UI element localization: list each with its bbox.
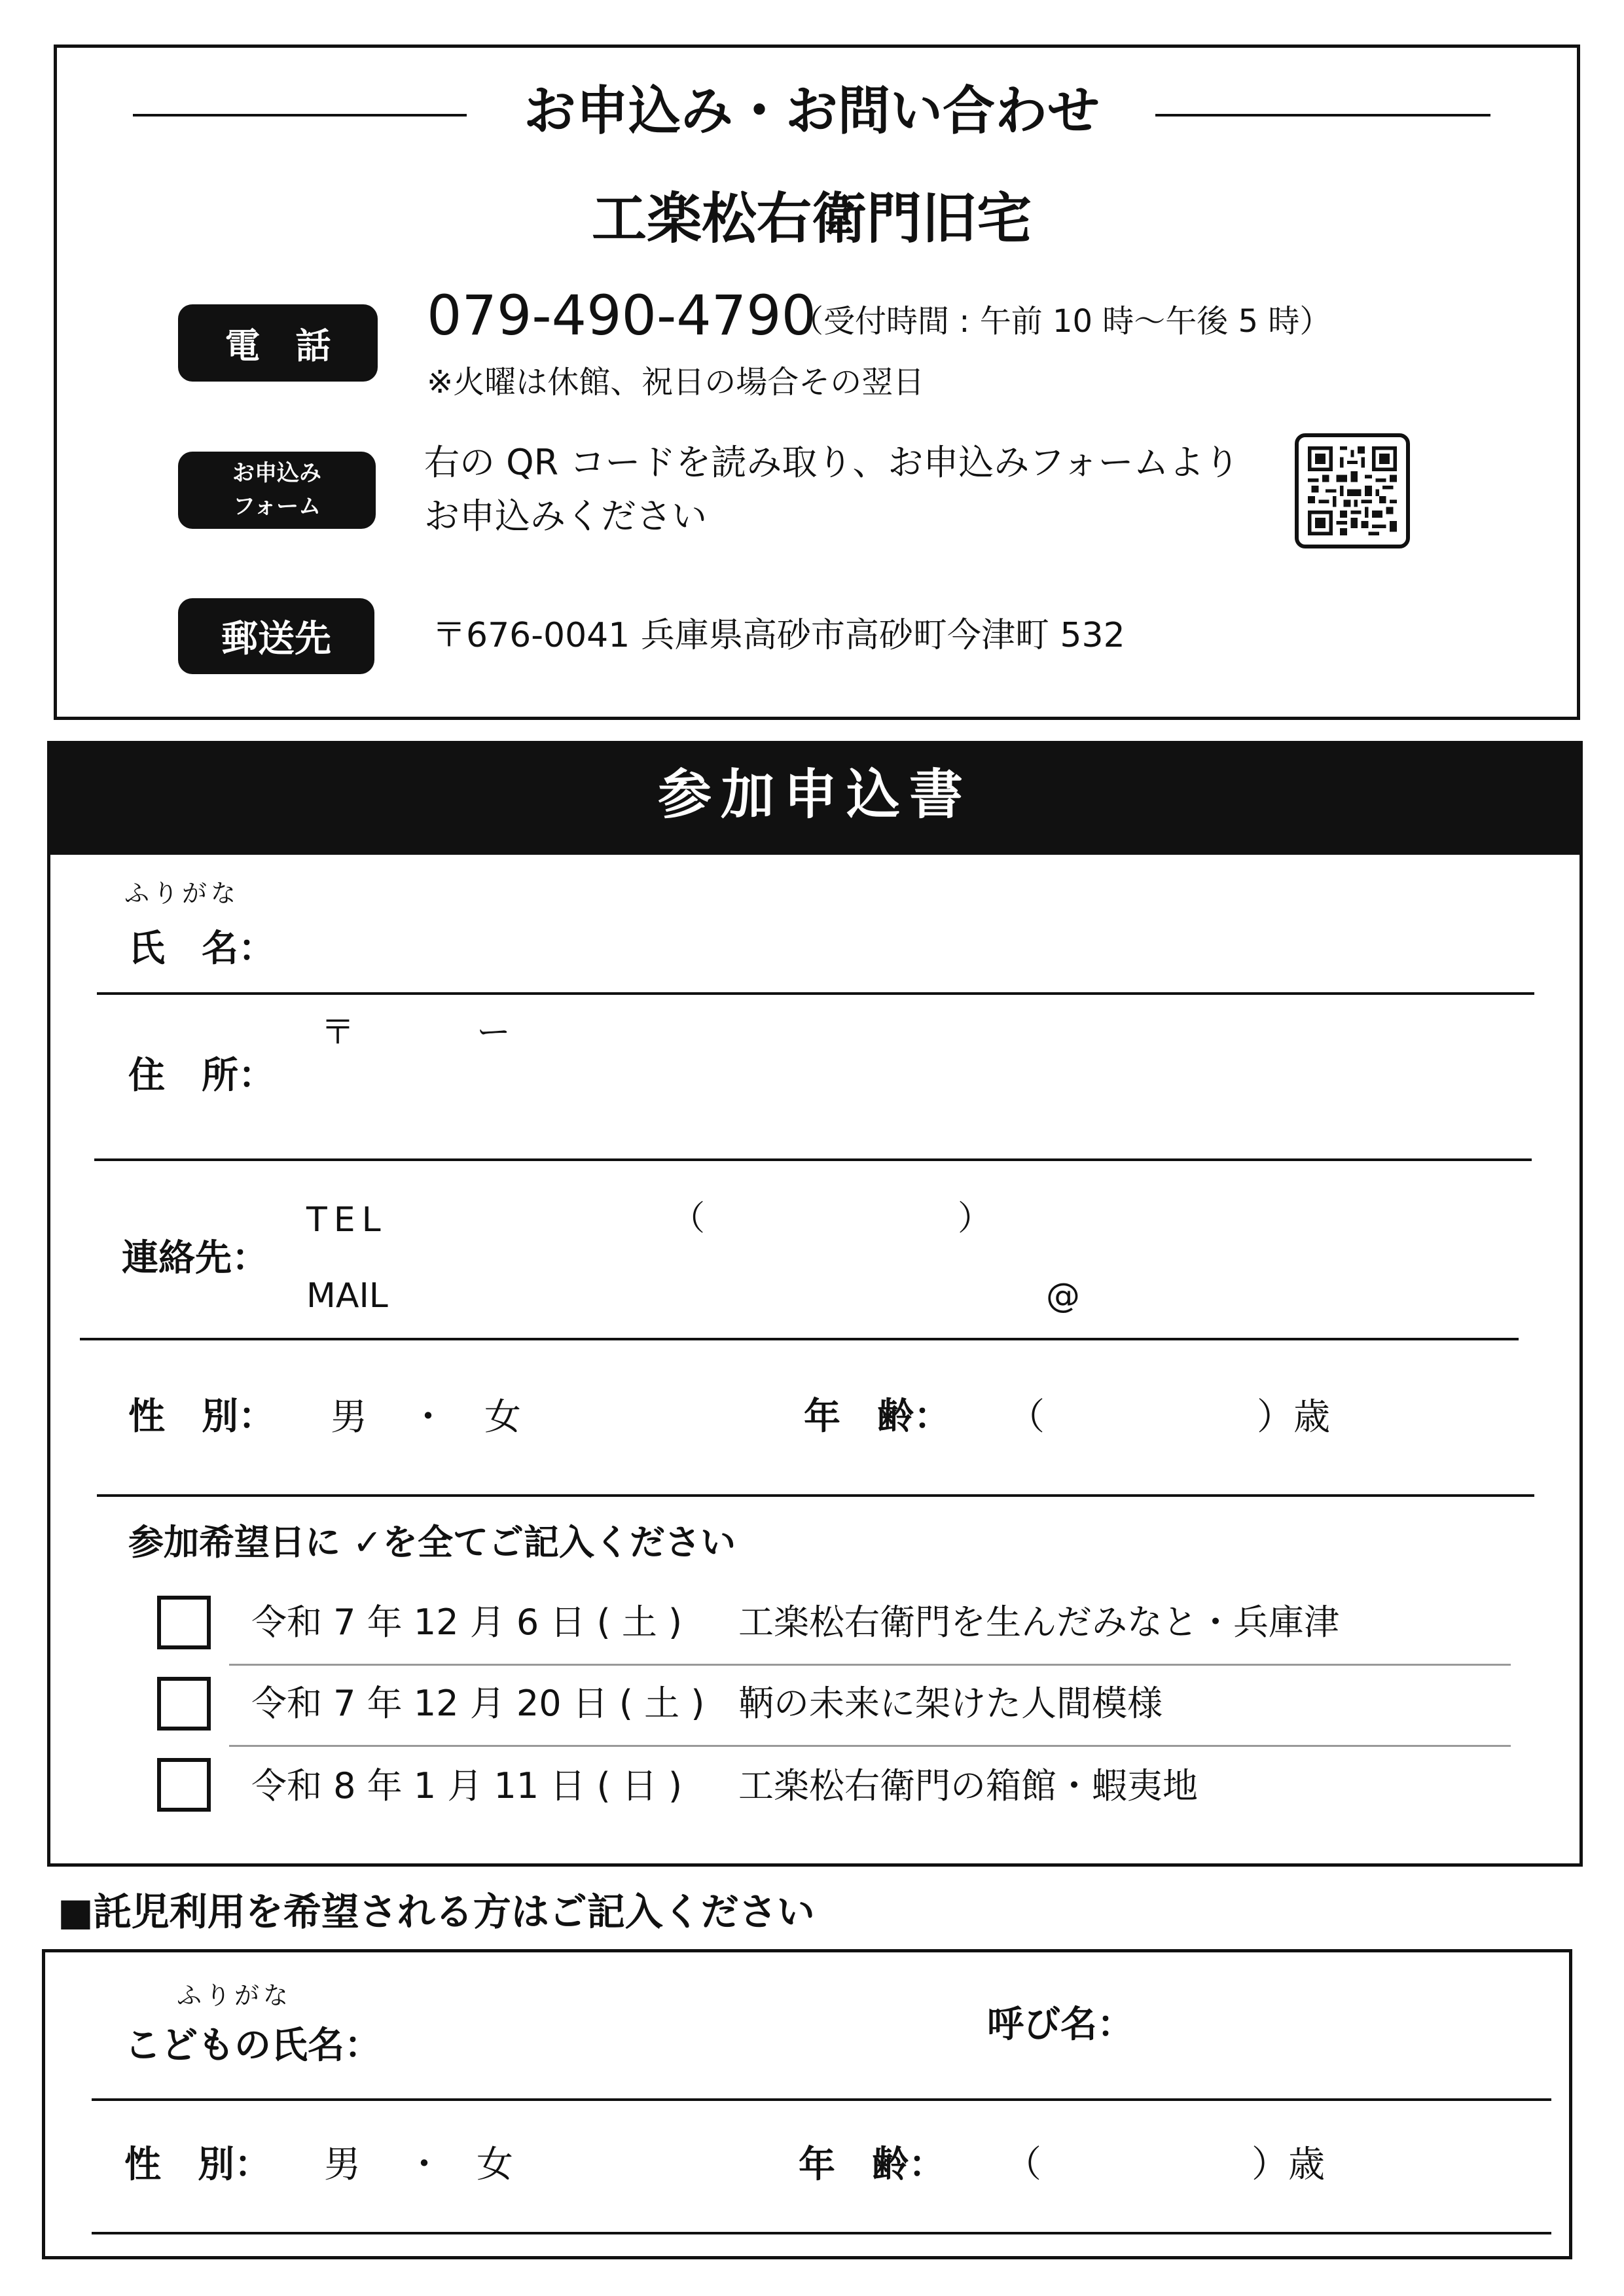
phone-note: ※火曜は休館、祝日の場合その翌日 (427, 364, 925, 401)
gender-male[interactable]: 男 (331, 1396, 367, 1439)
age-input[interactable] (1047, 1388, 1257, 1446)
name-underline (97, 992, 1534, 995)
contact-title: お申込み・お問い合わせ (524, 81, 1100, 141)
child-age-input[interactable] (1041, 2135, 1250, 2194)
date-1: 令和 7 年 12 月 6 日 ( 土 ) (251, 1602, 683, 1643)
mail-at: @ (1046, 1276, 1080, 1316)
form-label (178, 452, 376, 529)
child-furigana: ふりがな (177, 1981, 293, 2010)
title-rule-right (1155, 114, 1490, 117)
form-label-line1: お申込み (232, 460, 321, 486)
nickname-label: 呼び名： (987, 2003, 1134, 2046)
name-furigana: ふりがな (124, 879, 240, 908)
childcare-heading: ■託児利用を希望される方はご記入ください (58, 1890, 815, 1934)
postal-dash: ー (477, 1013, 511, 1052)
phone-number: 079-490-4790 (427, 283, 817, 348)
form-text-line2: お申込みください (424, 495, 707, 537)
contact-underline (80, 1338, 1519, 1340)
checkbox-date-2[interactable] (157, 1677, 211, 1731)
child-name-underline (92, 2098, 1551, 2101)
tel-input[interactable] (406, 1191, 1519, 1244)
child-gender-dot: ・ (406, 2144, 442, 2186)
qr-code-icon[interactable] (1295, 433, 1410, 548)
name-label: 氏 名： (128, 927, 275, 970)
gender-label: 性 別： (128, 1395, 275, 1438)
dates-instruction: 参加希望日に ✓を全てご記入ください (128, 1522, 736, 1563)
child-age-close: ）歳 (1252, 2144, 1325, 2186)
child-name-input[interactable] (373, 2009, 962, 2081)
child-gender-underline (92, 2232, 1551, 2234)
contact-label: 連絡先： (122, 1237, 268, 1280)
child-gender-label: 性 別： (124, 2144, 271, 2186)
checkbox-date-1[interactable] (157, 1596, 211, 1649)
date-2: 令和 7 年 12 月 20 日 ( 土 ) (251, 1683, 705, 1724)
name-input[interactable] (281, 916, 1525, 988)
mail-field-label: MAIL (306, 1276, 388, 1316)
date-3: 令和 8 年 1 月 11 日 ( 日 ) (251, 1765, 683, 1806)
address-input[interactable] (281, 1008, 1525, 1152)
age-label: 年 齢： (804, 1395, 950, 1438)
application-title: 参加申込書 (657, 764, 972, 826)
date-1-title: 工楽松右衛門を生んだみなと・兵庫津 (738, 1602, 1339, 1643)
phone-label: 電 話 (178, 304, 378, 382)
date-3-title: 工楽松右衛門の箱館・蝦夷地 (738, 1765, 1198, 1806)
mail-address: 〒676-0041 兵庫県高砂市高砂町今津町 532 (432, 616, 1125, 655)
address-label: 住 所： (128, 1054, 275, 1097)
postal-mark: 〒 (321, 1013, 355, 1052)
child-gender-male[interactable]: 男 (324, 2144, 361, 2186)
gender-female[interactable]: 女 (484, 1396, 521, 1439)
date-1-underline (229, 1664, 1511, 1666)
child-age-open: （ (1005, 2144, 1041, 2186)
tel-paren-open: （ (671, 1199, 706, 1238)
child-age-label: 年 齢： (799, 2144, 945, 2186)
gender-dot: ・ (410, 1396, 446, 1439)
form-label-line2: フォーム (232, 493, 321, 520)
phone-hours: （受付時間 : 午前 10 時〜午後 5 時） (792, 303, 1331, 340)
date-2-title: 鞆の未来に架けた人間模様 (738, 1683, 1163, 1724)
checkbox-date-3[interactable] (157, 1758, 211, 1812)
age-close: ）歳 (1257, 1396, 1330, 1439)
form-text-line1: 右の QR コードを読み取り、お申込みフォームより (424, 442, 1240, 483)
date-2-underline (229, 1745, 1511, 1747)
child-name-label: こどもの氏名： (124, 2024, 381, 2067)
tel-label: TEL (306, 1200, 388, 1240)
address-underline (94, 1158, 1532, 1161)
nickname-input[interactable] (1139, 1996, 1532, 2068)
mail-label: 郵送先 (178, 598, 374, 674)
mail-input[interactable] (406, 1267, 1519, 1319)
gender-underline (97, 1494, 1534, 1497)
title-rule-left (133, 114, 467, 117)
tel-paren-close: ） (958, 1199, 992, 1238)
age-open: （ (1008, 1396, 1045, 1439)
org-name: 工楽松右衛門旧宅 (591, 187, 1032, 251)
child-gender-female[interactable]: 女 (477, 2144, 513, 2186)
